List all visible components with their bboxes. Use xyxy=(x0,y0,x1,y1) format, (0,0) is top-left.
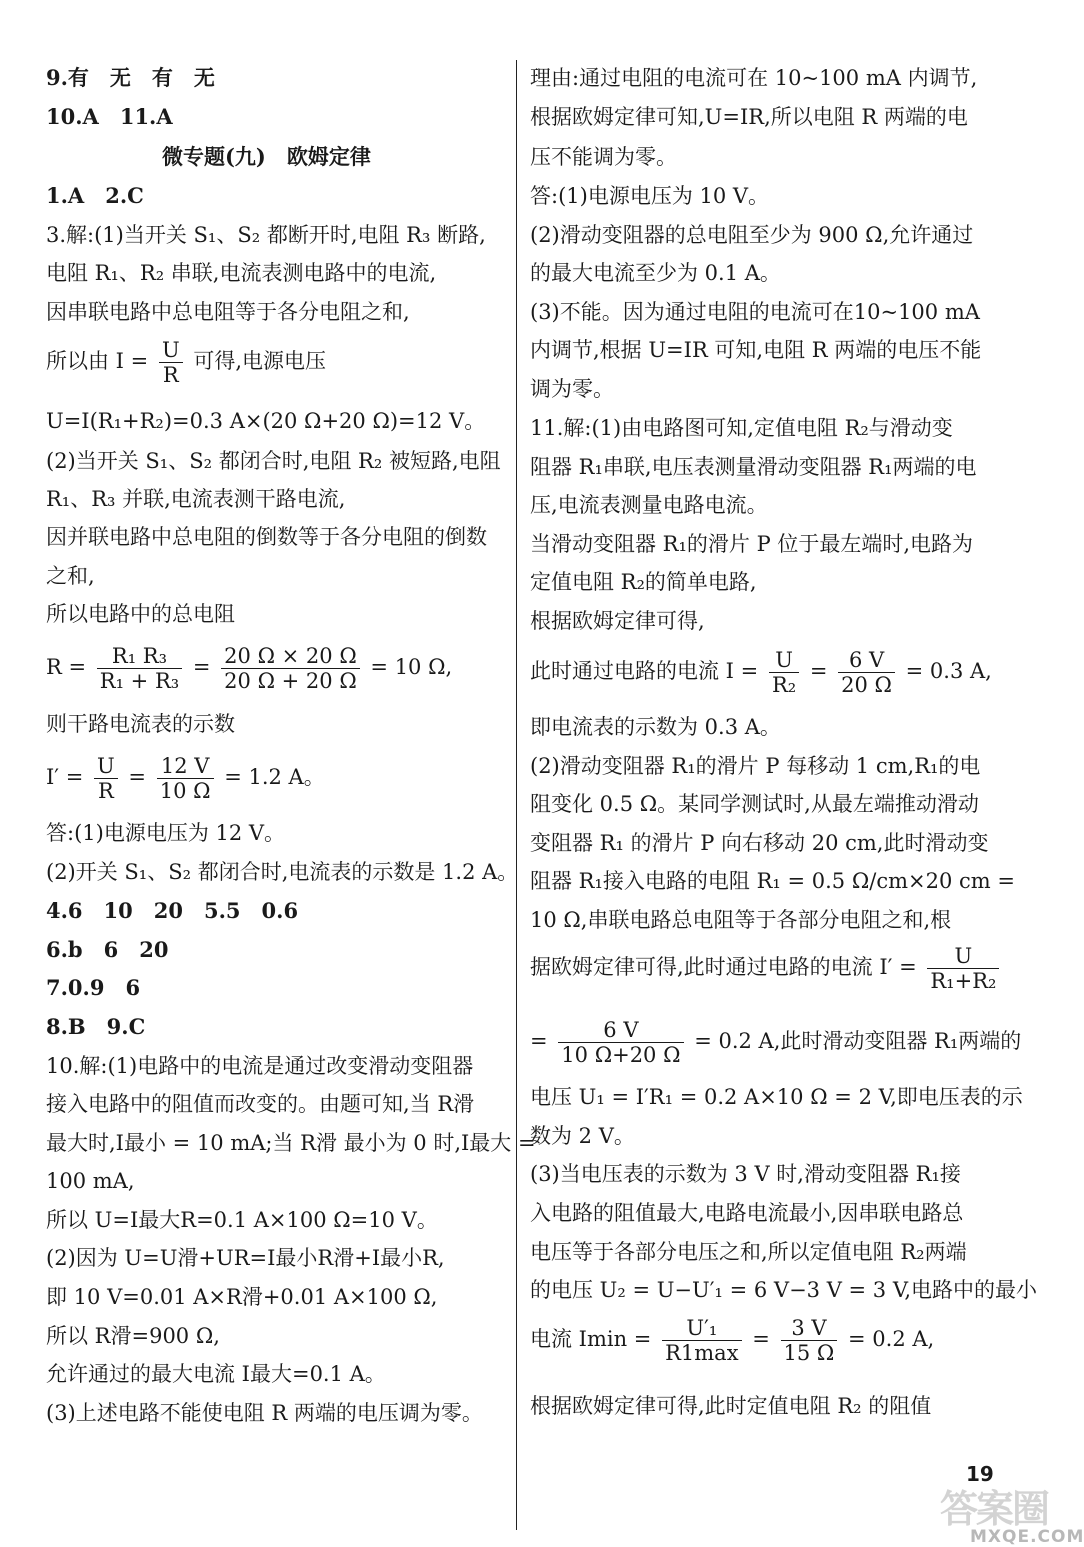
text-line: 阻变化 0.5 Ω。某同学测试时,从最左端推动滑动 xyxy=(530,792,979,816)
text-line: (3)当电压表的示数为 3 V 时,滑动变阻器 R₁接 xyxy=(530,1162,961,1186)
formula-text: = 0.2 A,此时滑动变阻器 R₁两端的 xyxy=(694,1029,1022,1053)
formula-text: I′ = xyxy=(46,765,84,789)
section-heading: 微专题(九) 欧姆定律 xyxy=(162,144,371,169)
formula-text: = 10 Ω, xyxy=(370,655,453,679)
fraction xyxy=(769,648,799,697)
formula-line xyxy=(46,644,452,693)
text-line: 因并联电路中总电阻的倒数等于各分电阻的倒数 xyxy=(46,525,487,549)
formula-line xyxy=(530,1018,1021,1067)
text-line: (3)不能。因为通过电阻的电流可在10~100 mA xyxy=(530,300,980,324)
text-line: 所以 R滑=900 Ω, xyxy=(46,1324,220,1348)
text-line: 所以电路中的总电阻 xyxy=(46,602,235,626)
text-line: 接入电路中的阻值而改变的。由题可知,当 R滑 xyxy=(46,1092,475,1116)
text-line: 11.解:(1)由电路图可知,定值电阻 R₂与滑动变 xyxy=(530,416,953,440)
watermark-text: 答案圈 xyxy=(940,1487,1049,1531)
text-line: 入电路的阻值最大,电路电流最小,因串联电路总 xyxy=(530,1201,964,1225)
text-line: 变阻器 R₁ 的滑片 P 向右移动 20 cm,此时滑动变 xyxy=(530,831,989,855)
formula-text: 所以由 I = xyxy=(46,349,149,373)
text-line: 允许通过的最大电流 I最大=0.1 A。 xyxy=(46,1362,386,1386)
watermark-logo xyxy=(940,1478,1084,1547)
formula-text: = 0.2 A, xyxy=(848,1327,935,1351)
formula-text: = xyxy=(752,1327,770,1351)
text-line: (2)滑动变阻器 R₁的滑片 P 每移动 1 cm,R₁的电 xyxy=(530,754,981,778)
fraction xyxy=(94,754,118,803)
fraction xyxy=(927,944,999,993)
fraction-denominator: R xyxy=(162,363,179,387)
fraction-denominator: R₁+R₂ xyxy=(930,969,997,993)
text-line: (2)因为 U=U滑+UR=I最小R滑+I最小R, xyxy=(46,1246,445,1270)
fraction-numerator: 6 V xyxy=(838,648,895,673)
fraction xyxy=(558,1018,683,1067)
text-line: 最大时,I最小 = 10 mA;当 R滑 最小为 0 时,I最大 = xyxy=(46,1131,536,1155)
answer-line: 10.A 11.A xyxy=(46,104,173,129)
fraction-numerator: 20 Ω × 20 Ω xyxy=(221,644,360,669)
text-line: 的电压 U₂ = U−U′₁ = 6 V−3 V = 3 V,电路中的最小 xyxy=(530,1278,1038,1302)
formula-text: = 1.2 A。 xyxy=(224,765,325,789)
text-line: 则干路电流表的示数 xyxy=(46,712,235,736)
text-line: 所以 U=I最大R=0.1 A×100 Ω=10 V。 xyxy=(46,1208,438,1232)
formula-text: R = xyxy=(46,655,87,679)
text-line: 压不能调为零。 xyxy=(530,145,677,169)
answer-line: 9.有 无 有 无 xyxy=(46,65,215,90)
fraction xyxy=(662,1316,741,1365)
formula-text: = xyxy=(192,655,211,679)
text-line: 10.解:(1)电路中的电流是通过改变滑动变阻器 xyxy=(46,1054,474,1078)
fraction-numerator: U′₁ xyxy=(662,1316,741,1341)
text-line: 100 mA, xyxy=(46,1169,135,1193)
text-line: 3.解:(1)当开关 S₁、S₂ 都断开时,电阻 R₃ 断路, xyxy=(46,223,486,247)
text-line: 数为 2 V。 xyxy=(530,1124,635,1148)
fraction xyxy=(221,644,360,693)
fraction-denominator: R₁ + R₃ xyxy=(99,669,180,693)
watermark-url: MXQE.COM xyxy=(970,1527,1084,1547)
text-line: (2)滑动变阻器的总电阻至少为 900 Ω,允许通过 xyxy=(530,223,974,247)
formula-line xyxy=(530,1316,934,1365)
fraction-denominator: 10 Ω+20 Ω xyxy=(561,1043,681,1067)
formula-line xyxy=(530,944,1003,993)
text-line: 电压 U₁ = I′R₁ = 0.2 A×10 Ω = 2 V,即电压表的示 xyxy=(530,1085,1023,1109)
fraction-numerator: U xyxy=(927,944,999,969)
fraction-numerator: 12 V xyxy=(157,754,214,779)
text-line: (2)开关 S₁、S₂ 都闭合时,电流表的示数是 1.2 A。 xyxy=(46,860,519,884)
formula-text: = 0.3 A, xyxy=(905,659,992,683)
answer-line: 7.0.9 6 xyxy=(46,975,141,1000)
fraction-denominator: 10 Ω xyxy=(159,779,211,803)
text-line: 压,电流表测量电路电流。 xyxy=(530,493,768,517)
fraction-denominator: 15 Ω xyxy=(783,1341,835,1365)
text-line: 根据欧姆定律可得, xyxy=(530,609,705,633)
formula-line xyxy=(530,648,992,697)
formula-text: 此时通过电路的电流 I = xyxy=(530,659,759,683)
text-line: 理由:通过电阻的电流可在 10~100 mA 内调节, xyxy=(530,66,978,90)
text-line: 内调节,根据 U=IR 可知,电阻 R 两端的电压不能 xyxy=(530,338,982,362)
fraction-numerator: U xyxy=(159,338,183,363)
text-line: 根据欧姆定律可知,U=IR,所以电阻 R 两端的电 xyxy=(530,105,968,129)
fraction-denominator: R₂ xyxy=(771,673,797,697)
text-line: 根据欧姆定律可得,此时定值电阻 R₂ 的阻值 xyxy=(530,1394,932,1418)
fraction xyxy=(159,338,183,387)
fraction-denominator: 20 Ω xyxy=(841,673,892,697)
fraction-numerator: 6 V xyxy=(558,1018,683,1043)
text-line: 答:(1)电源电压为 12 V。 xyxy=(46,821,286,845)
column-divider xyxy=(516,60,517,1530)
formula-text: = xyxy=(128,765,147,789)
text-line: 阻器 R₁接入电路的电阻 R₁ = 0.5 Ω/cm×20 cm = xyxy=(530,869,1015,893)
fraction-denominator: 20 Ω + 20 Ω xyxy=(224,669,357,693)
formula-text: 电流 Imin = xyxy=(530,1327,652,1351)
formula-line xyxy=(46,338,326,387)
text-line: 调为零。 xyxy=(530,377,614,401)
text-line: 当滑动变阻器 R₁的滑片 P 位于最左端时,电路为 xyxy=(530,532,974,556)
fraction-numerator: R₁ R₃ xyxy=(97,644,182,669)
fraction xyxy=(838,648,895,697)
fraction xyxy=(157,754,214,803)
formula-text: = xyxy=(530,1029,548,1053)
text-line: U=I(R₁+R₂)=0.3 A×(20 Ω+20 Ω)=12 V。 xyxy=(46,409,486,433)
fraction xyxy=(781,1316,838,1365)
text-line: R₁、R₃ 并联,电流表测干路电流, xyxy=(46,487,346,511)
formula-text: 据欧姆定律可得,此时通过电路的电流 I′ = xyxy=(530,955,917,979)
answer-line: 8.B 9.C xyxy=(46,1014,146,1039)
text-line: (3)上述电路不能使电阻 R 两端的电压调为零。 xyxy=(46,1401,483,1425)
answer-line: 1.A 2.C xyxy=(46,183,144,208)
answer-line: 6.b 6 20 xyxy=(46,937,169,962)
text-line: 定值电阻 R₂的简单电路, xyxy=(530,570,757,594)
fraction-numerator: U xyxy=(94,754,118,779)
text-line: 10 Ω,串联电路总电阻等于各部分电阻之和,根 xyxy=(530,908,952,932)
page-number: 19 xyxy=(966,1462,994,1486)
fraction-numerator: U xyxy=(769,648,799,673)
text-line: 答:(1)电源电压为 10 V。 xyxy=(530,184,770,208)
text-line: 因串联电路中总电阻等于各分电阻之和, xyxy=(46,300,410,324)
text-line: 的最大电流至少为 0.1 A。 xyxy=(530,261,781,285)
formula-line xyxy=(46,754,325,803)
fraction-denominator: R1max xyxy=(665,1341,739,1365)
text-line: 即 10 V=0.01 A×R滑+0.01 A×100 Ω, xyxy=(46,1285,438,1309)
text-line: 即电流表的示数为 0.3 A。 xyxy=(530,715,781,739)
formula-text: = xyxy=(809,659,828,683)
text-line: 电阻 R₁、R₂ 串联,电流表测电路中的电流, xyxy=(46,261,437,285)
answer-line: 4.6 10 20 5.5 0.6 xyxy=(46,898,299,923)
text-line: 电压等于各部分电压之和,所以定值电阻 R₂两端 xyxy=(530,1240,967,1264)
formula-text: 可得,电源电压 xyxy=(193,349,327,373)
text-line: 阻器 R₁串联,电压表测量滑动变阻器 R₁两端的电 xyxy=(530,455,977,479)
fraction-denominator: R xyxy=(97,779,114,803)
text-line: (2)当开关 S₁、S₂ 都闭合时,电阻 R₂ 被短路,电阻 xyxy=(46,449,501,473)
fraction-numerator: 3 V xyxy=(781,1316,838,1341)
fraction xyxy=(97,644,182,693)
text-line: 之和, xyxy=(46,564,95,588)
